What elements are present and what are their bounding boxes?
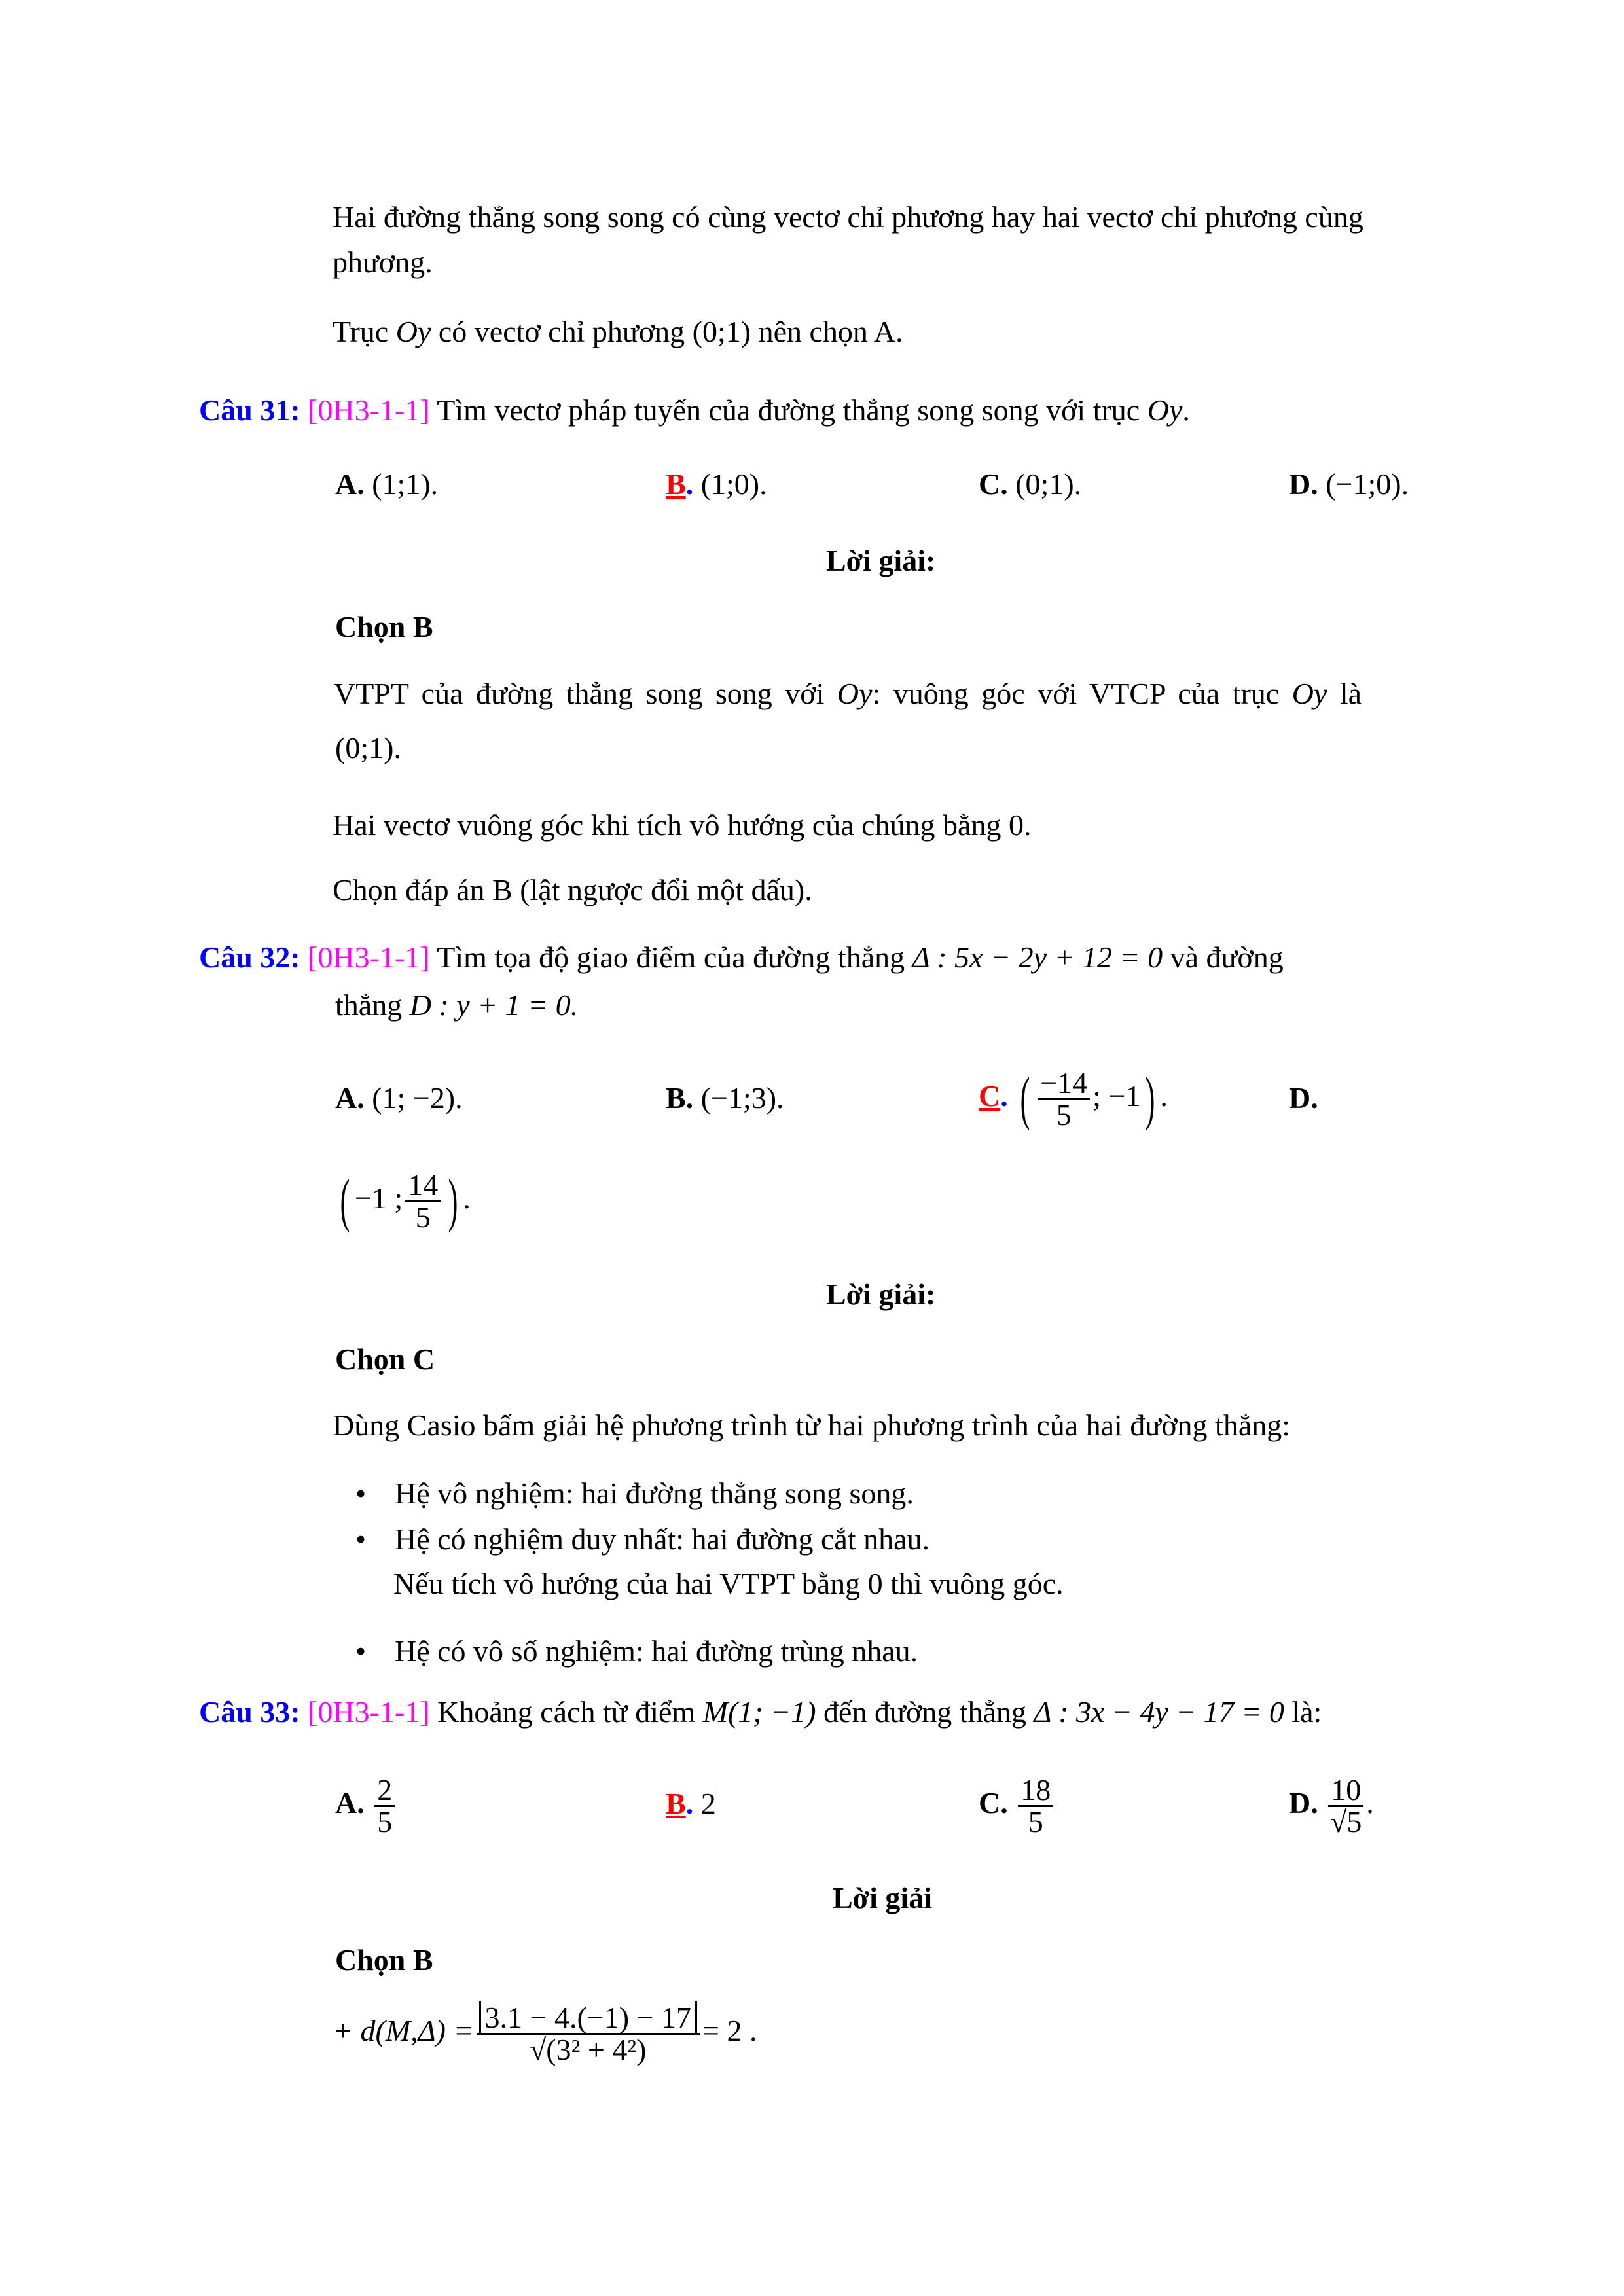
- q31-solution-title: Lời giải:: [826, 544, 936, 577]
- q32-option-a: A. (1; −2).: [335, 1081, 463, 1115]
- q33-solution-title: Lời giải: [833, 1881, 932, 1914]
- intro-line-2: phương.: [333, 245, 433, 279]
- q31-option-d: D. (−1;0).: [1289, 467, 1409, 501]
- q32-note: Nếu tích vô hướng của hai VTPT bằng 0 thì vuông góc.: [393, 1567, 1064, 1600]
- question-32-line-2: thẳng D : y + 1 = 0.: [335, 988, 579, 1022]
- q33-choice: Chọn B: [335, 1943, 433, 1977]
- q32-bullet-1: • Hệ vô nghiệm: hai đường thẳng song song.: [355, 1477, 914, 1510]
- intro-line-1: Hai đường thẳng song song có cùng vectơ chỉ phương hay hai vectơ chỉ phương cùng: [333, 200, 1363, 234]
- q32-option-d-letter: D.: [1289, 1081, 1318, 1115]
- q31-solution-4: Chọn đáp án B (lật ngược đổi một dấu).: [333, 873, 812, 906]
- question-33: Câu 33: [0H3-1-1] Khoảng cách từ điểm M(1; −1) đến đường thẳng Δ : 3x − 4y − 17 = 0 là:: [199, 1695, 1322, 1729]
- q31-option-a: A. (1;1).: [335, 467, 439, 501]
- q32-bullet-3: • Hệ có vô số nghiệm: hai đường trùng nhau.: [355, 1634, 918, 1668]
- q33-distance-formula: + d(M,Δ) = $\frac{3.1 - 4.(-1) - 17}{\text{√(3² + 4²)}}$ = 2 .: [333, 2000, 757, 2066]
- question-31: Câu 31: [0H3-1-1] Tìm vectơ pháp tuyến của đường thẳng song song với trục Oy.: [199, 393, 1190, 427]
- q32-option-c: C. ( $\frac{-14}{5}$ ; −1) .: [979, 1066, 1168, 1132]
- q33-option-a: A. $\frac{2}{5}$: [335, 1767, 397, 1839]
- q31-solution-2: (0;1).: [335, 731, 401, 764]
- q32-option-b: B. (−1;3).: [666, 1081, 784, 1115]
- q32-bullet-2: • Hệ có nghiệm duy nhất: hai đường cắt nhau.: [355, 1522, 929, 1556]
- q33-option-b: B. 2: [666, 1787, 716, 1820]
- q32-solution-1: Dùng Casio bấm giải hệ phương trình từ hai phương trình của hai đường thẳng:: [333, 1408, 1291, 1442]
- q31-option-b: B. (1;0).: [666, 467, 767, 501]
- q33-option-c: C. $\frac{18}{5}$: [979, 1767, 1056, 1839]
- q32-solution-title: Lời giải:: [826, 1278, 936, 1311]
- question-32: Câu 32: [0H3-1-1] Tìm tọa độ giao điểm của đường thẳng Δ : 5x − 2y + 12 = 0 và đường: [199, 941, 1284, 974]
- q31-solution-1: VTPT của đường thẳng song song với Oy: vuông góc với VTCP của trục Oy là: [334, 677, 1362, 710]
- q31-option-c: C. (0;1).: [979, 467, 1082, 501]
- intro-line-3: Trục Oy có vectơ chỉ phương (0;1) nên chọn A.: [333, 315, 903, 348]
- q32-choice: Chọn C: [335, 1342, 435, 1376]
- q32-option-d: ( −1 ; $\frac{14}{5}$ ) .: [340, 1168, 471, 1234]
- q31-choice: Chọn B: [335, 610, 433, 643]
- q33-option-d: D. $\frac{10}{√5}$ .: [1289, 1772, 1374, 1839]
- q31-solution-3: Hai vectơ vuông góc khi tích vô hướng của chúng bằng 0.: [333, 808, 1032, 842]
